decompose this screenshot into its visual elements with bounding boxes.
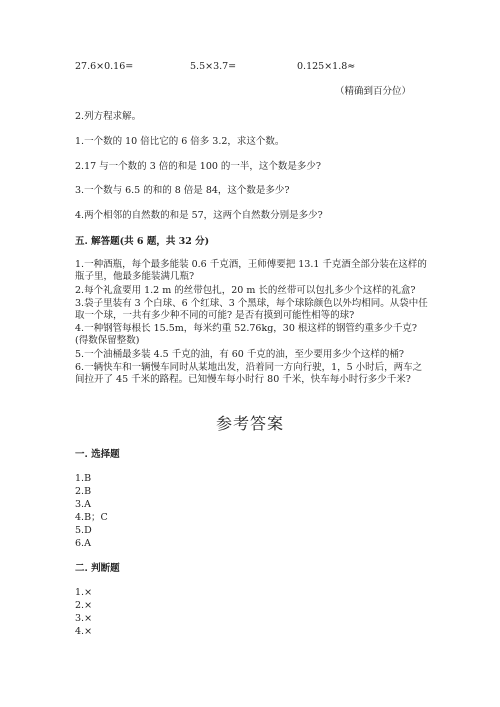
choice-answer-4: 4.B；C — [75, 512, 108, 523]
calc-item-2: 5.5×3.7= — [190, 61, 237, 72]
calc-item-3: 0.125×1.8≈ — [297, 61, 356, 72]
section5-heading: 五. 解答题(共 6 题，共 32 分) — [75, 236, 210, 247]
choice-heading: 一. 选择题 — [75, 449, 120, 460]
problem-1: 1.一种酒瓶，每个最多能装 0.6 千克酒，王师傅要把 13.1 千克酒全部分装在这样的瓶子里，他最多能装满几瓶? — [75, 259, 427, 282]
judge-answer-3: 3.× — [75, 613, 93, 624]
judge-answer-1: 1.× — [75, 587, 93, 598]
equation-item-1: 1.一个数的 10 倍比它的 6 倍多 3.2，求这个数。 — [75, 136, 285, 147]
choice-answer-5: 5.D — [75, 525, 92, 536]
judge-heading: 二. 判断题 — [75, 563, 120, 574]
problem-5: 5.一个油桶最多装 4.5 千克的油，有 60 千克的油，至少要用多少个这样的桶? — [75, 349, 404, 360]
choice-answer-6: 6.A — [75, 538, 91, 549]
equation-item-4: 4.两个相邻的自然数的和是 57，这两个自然数分别是多少? — [75, 210, 323, 221]
judge-answer-2: 2.× — [75, 600, 93, 611]
choice-answer-2: 2.B — [75, 486, 92, 497]
equations-heading: 2.列方程求解。 — [75, 111, 142, 122]
choice-answer-1: 1.B — [75, 473, 92, 484]
problem-4: 4.一种钢管每根长 15.5m，每米约重 52.76kg，30 根这样的钢管约重多少千克? (得数保留整数) — [75, 323, 418, 346]
equation-item-2: 2.17 与一个数的 3 倍的和是 100 的一半，这个数是多少? — [75, 161, 322, 172]
problem-6: 6.一辆快车和一辆慢车同时从某地出发，沿着同一方向行驶，1，5 小时后，两车之间拉开了 45 千米的路程。已知慢车每小时行 80 千米，快车每小时行多少千米? — [75, 362, 423, 385]
judge-answer-4: 4.× — [75, 626, 93, 637]
answers-title: 参考答案 — [215, 414, 284, 433]
problem-3: 3.袋子里装有 3 个白球、6 个红球、3 个黑球，每个球除颜色以外均相同。从袋中任取一个球，一共有多少种不同的可能? 是否有摸到可能性相等的球? — [75, 298, 428, 321]
calc-item-1: 27.6×0.16= — [75, 61, 134, 72]
precision-note: （精确到百分位） — [335, 86, 412, 97]
problem-2: 2.每个礼盒要用 1.2 m 的丝带包扎，20 m 长的丝带可以包扎多少个这样的礼盒? — [75, 285, 416, 296]
equation-item-3: 3.一个数与 6.5 的和的 8 倍是 84，这个数是多少? — [75, 185, 290, 196]
choice-answer-3: 3.A — [75, 499, 91, 510]
